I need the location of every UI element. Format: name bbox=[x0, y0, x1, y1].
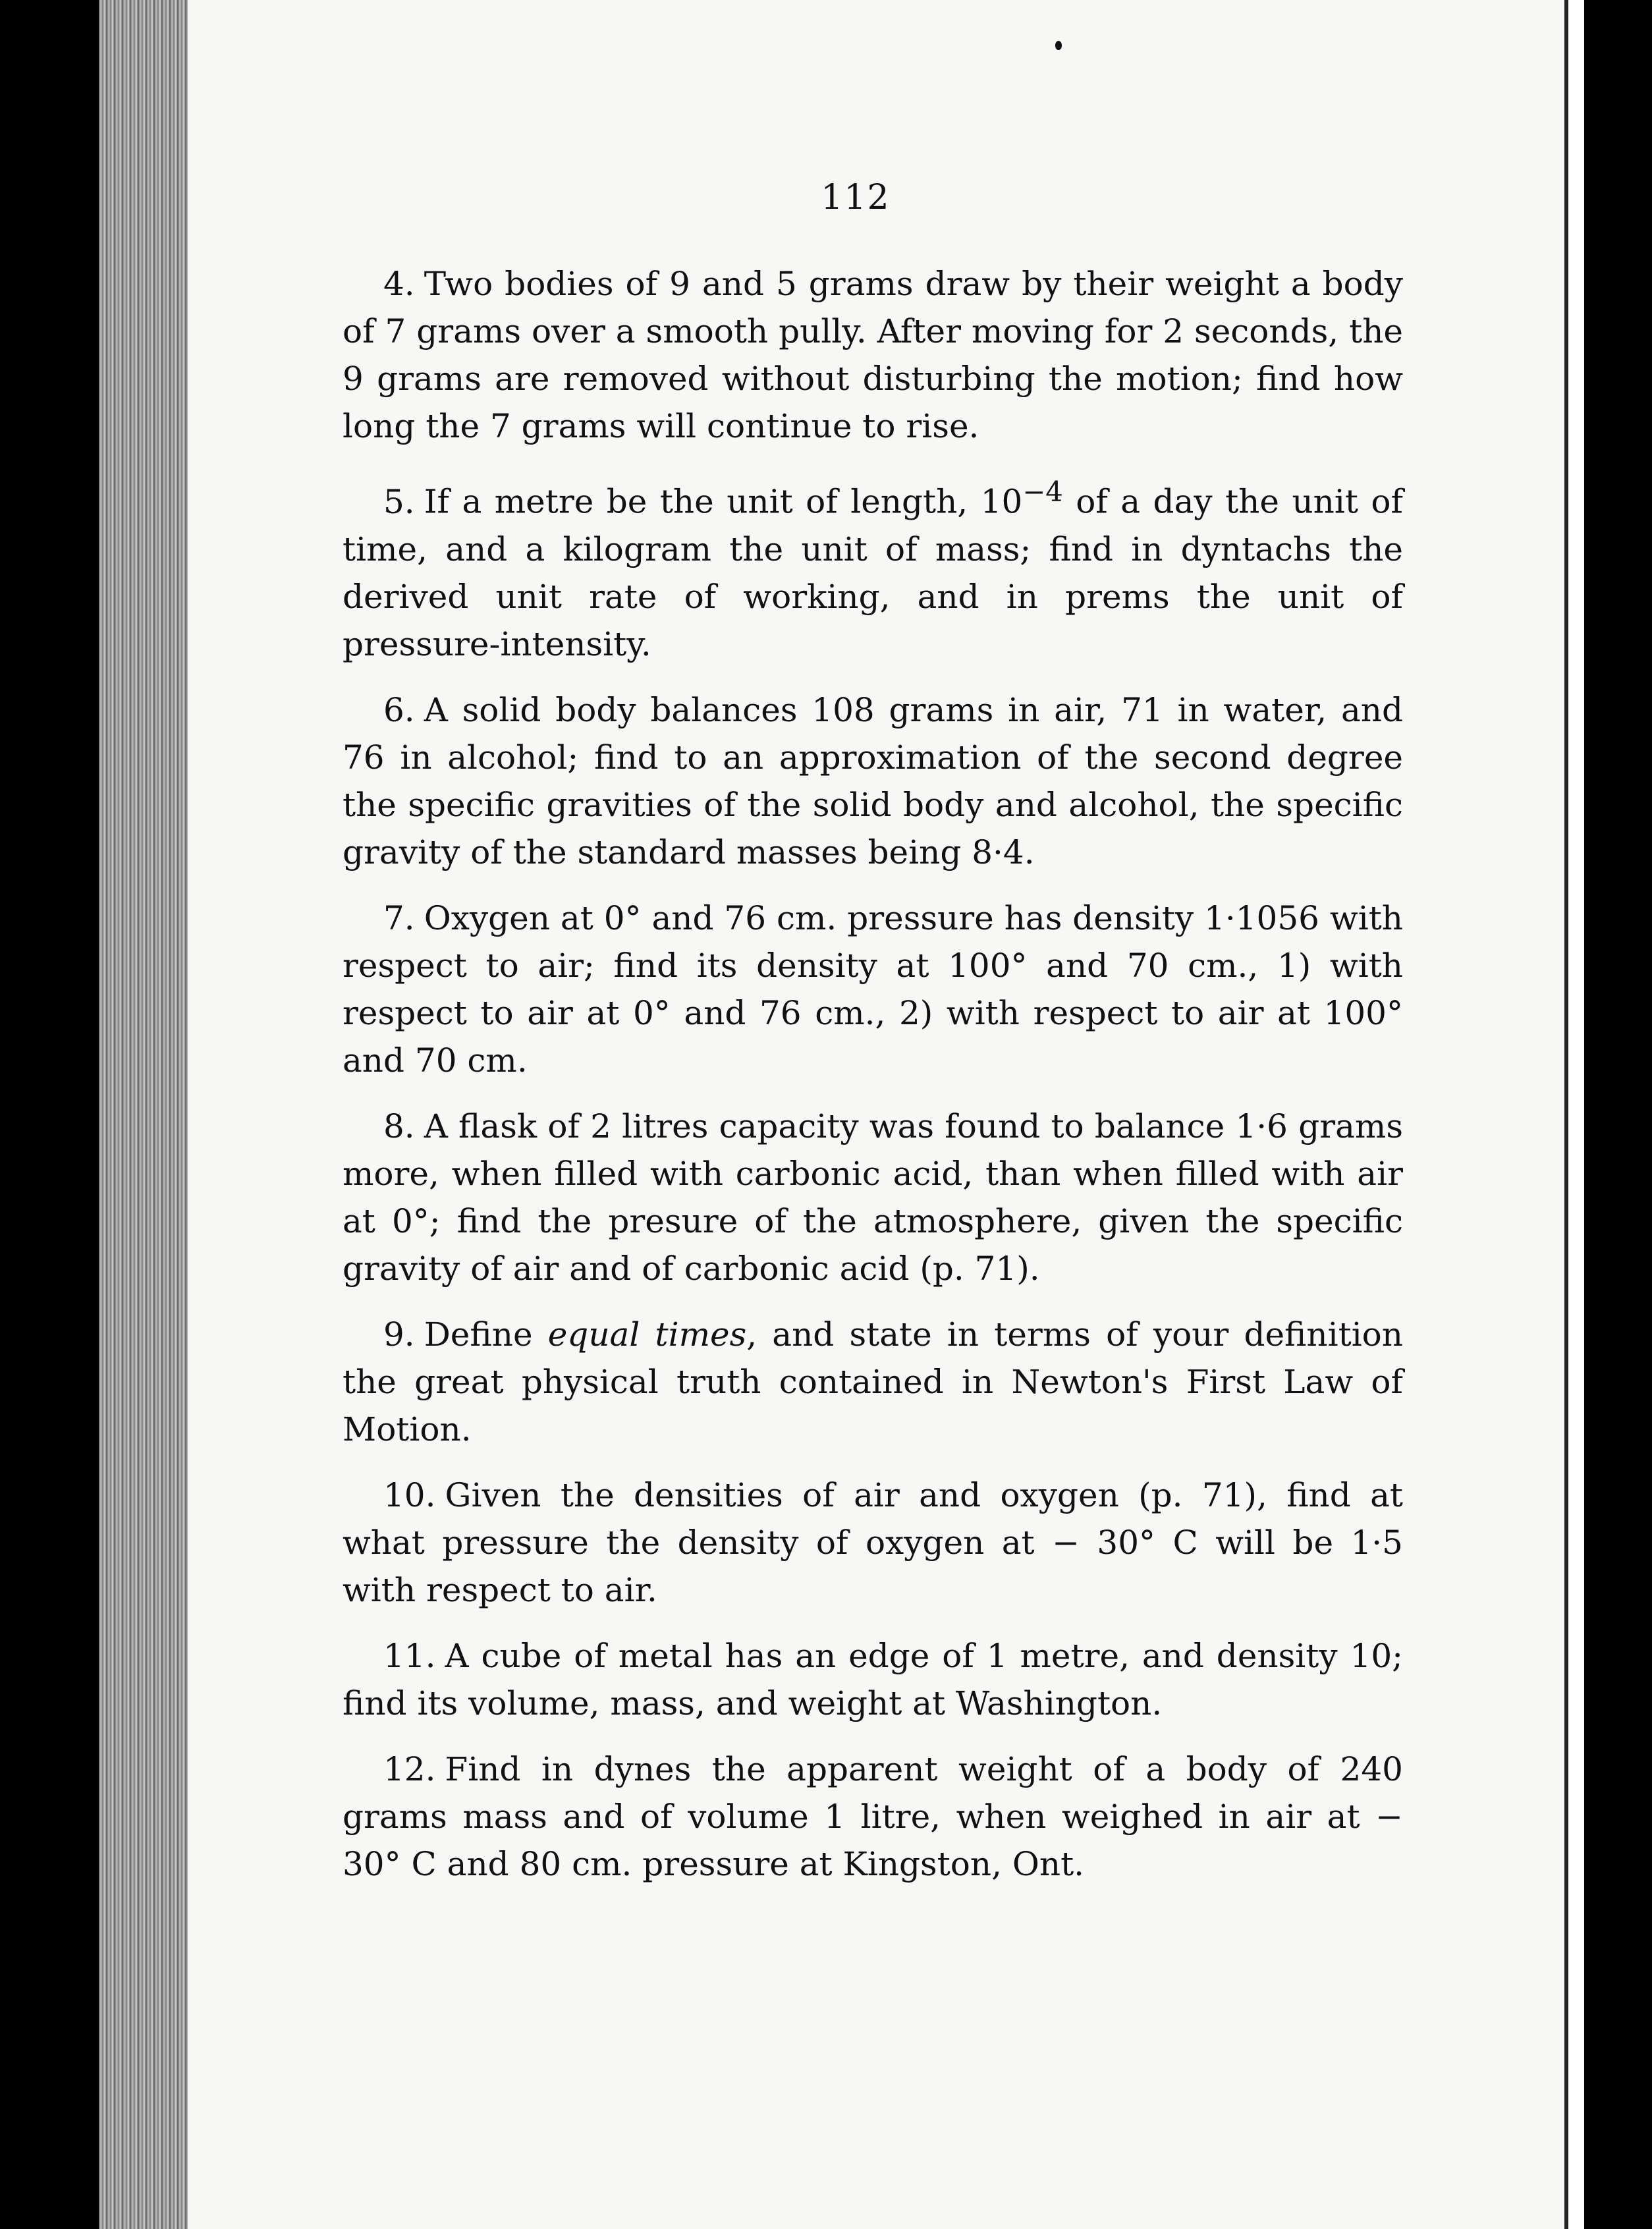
problem-4 bbox=[343, 260, 1403, 450]
problem-number: 10. bbox=[383, 1475, 436, 1514]
ink-dot bbox=[1055, 41, 1062, 50]
problem-text: Oxygen at 0° and 76 cm. pressure has density 1·1056 with respect to air; find its density at 100° and 70 cm., 1) with respect to air at 0° and 76 cm., 2) with respect to air at 100° and 70 cm. bbox=[343, 898, 1403, 1080]
problem-7 bbox=[343, 894, 1403, 1084]
problem-11 bbox=[343, 1632, 1403, 1727]
exponent: −4 bbox=[1022, 476, 1063, 508]
problem-number: 11. bbox=[383, 1636, 436, 1675]
problem-12 bbox=[343, 1746, 1403, 1888]
problem-number: 6. bbox=[383, 690, 415, 729]
problem-number: 7. bbox=[383, 898, 415, 937]
problem-8 bbox=[343, 1103, 1403, 1292]
emphasized-term: equal times bbox=[547, 1315, 747, 1354]
problem-number: 4. bbox=[383, 265, 415, 303]
problem-number: 12. bbox=[383, 1749, 436, 1788]
problem-5 bbox=[343, 468, 1403, 668]
page-edge-left bbox=[99, 0, 191, 2229]
problem-list bbox=[343, 260, 1403, 1906]
problem-text: Two bodies of 9 and 5 grams draw by their weight a body of 7 grams over a smooth pully. After moving for 2 seconds, the 9 grams are removed without disturbing the motion; find how long the 7 grams will continue to rise. bbox=[343, 265, 1403, 445]
problem-text-before: Define bbox=[424, 1315, 548, 1354]
problem-text: A cube of metal has an edge of 1 metre, and density 10; find its volume, mass, and weight at Washington. bbox=[343, 1636, 1403, 1722]
problem-text: A flask of 2 litres capacity was found to balance 1·6 grams more, when filled with carbonic acid, than when filled with air at 0°; find the presure of the atmosphere, given the specific gravity of air and of carbonic acid (p. 71). bbox=[343, 1107, 1403, 1288]
page-edge-right bbox=[1564, 0, 1584, 2229]
problem-text: Find in dynes the apparent weight of a body of 240 grams mass and of volume 1 litre, when weighed in air at − 30° C and 80 cm. pressure at Kingston, Ont. bbox=[343, 1749, 1403, 1883]
problem-text-after: , and state in terms of your definition the great physical truth contained in Newton's First Law of Motion. bbox=[343, 1315, 1403, 1448]
problem-number: 5. bbox=[383, 482, 415, 521]
problem-text: A solid body balances 108 grams in air, 71 in water, and 76 in alcohol; find to an approximation of the second degree the specific gravities of the solid body and alcohol, the specific gravity of the standard masses being 8·4. bbox=[343, 690, 1403, 871]
problem-text: Given the densities of air and oxygen (p. 71), find at what pressure the density of oxygen at − 30° C will be 1·5 with respect to air. bbox=[343, 1475, 1403, 1609]
problem-text-after: of a day the unit of time, and a kilogram the unit of mass; find in dyntachs the derived unit rate of working, and in prems the unit of pressure-intensity. bbox=[343, 482, 1404, 663]
page-number: 112 bbox=[821, 178, 891, 217]
problem-9 bbox=[343, 1311, 1403, 1453]
problem-6 bbox=[343, 686, 1403, 876]
problem-number: 8. bbox=[383, 1107, 415, 1145]
problem-number: 9. bbox=[383, 1315, 415, 1354]
problem-10 bbox=[343, 1472, 1403, 1614]
problem-text-before: If a metre be the unit of length, 10 bbox=[424, 482, 1023, 521]
